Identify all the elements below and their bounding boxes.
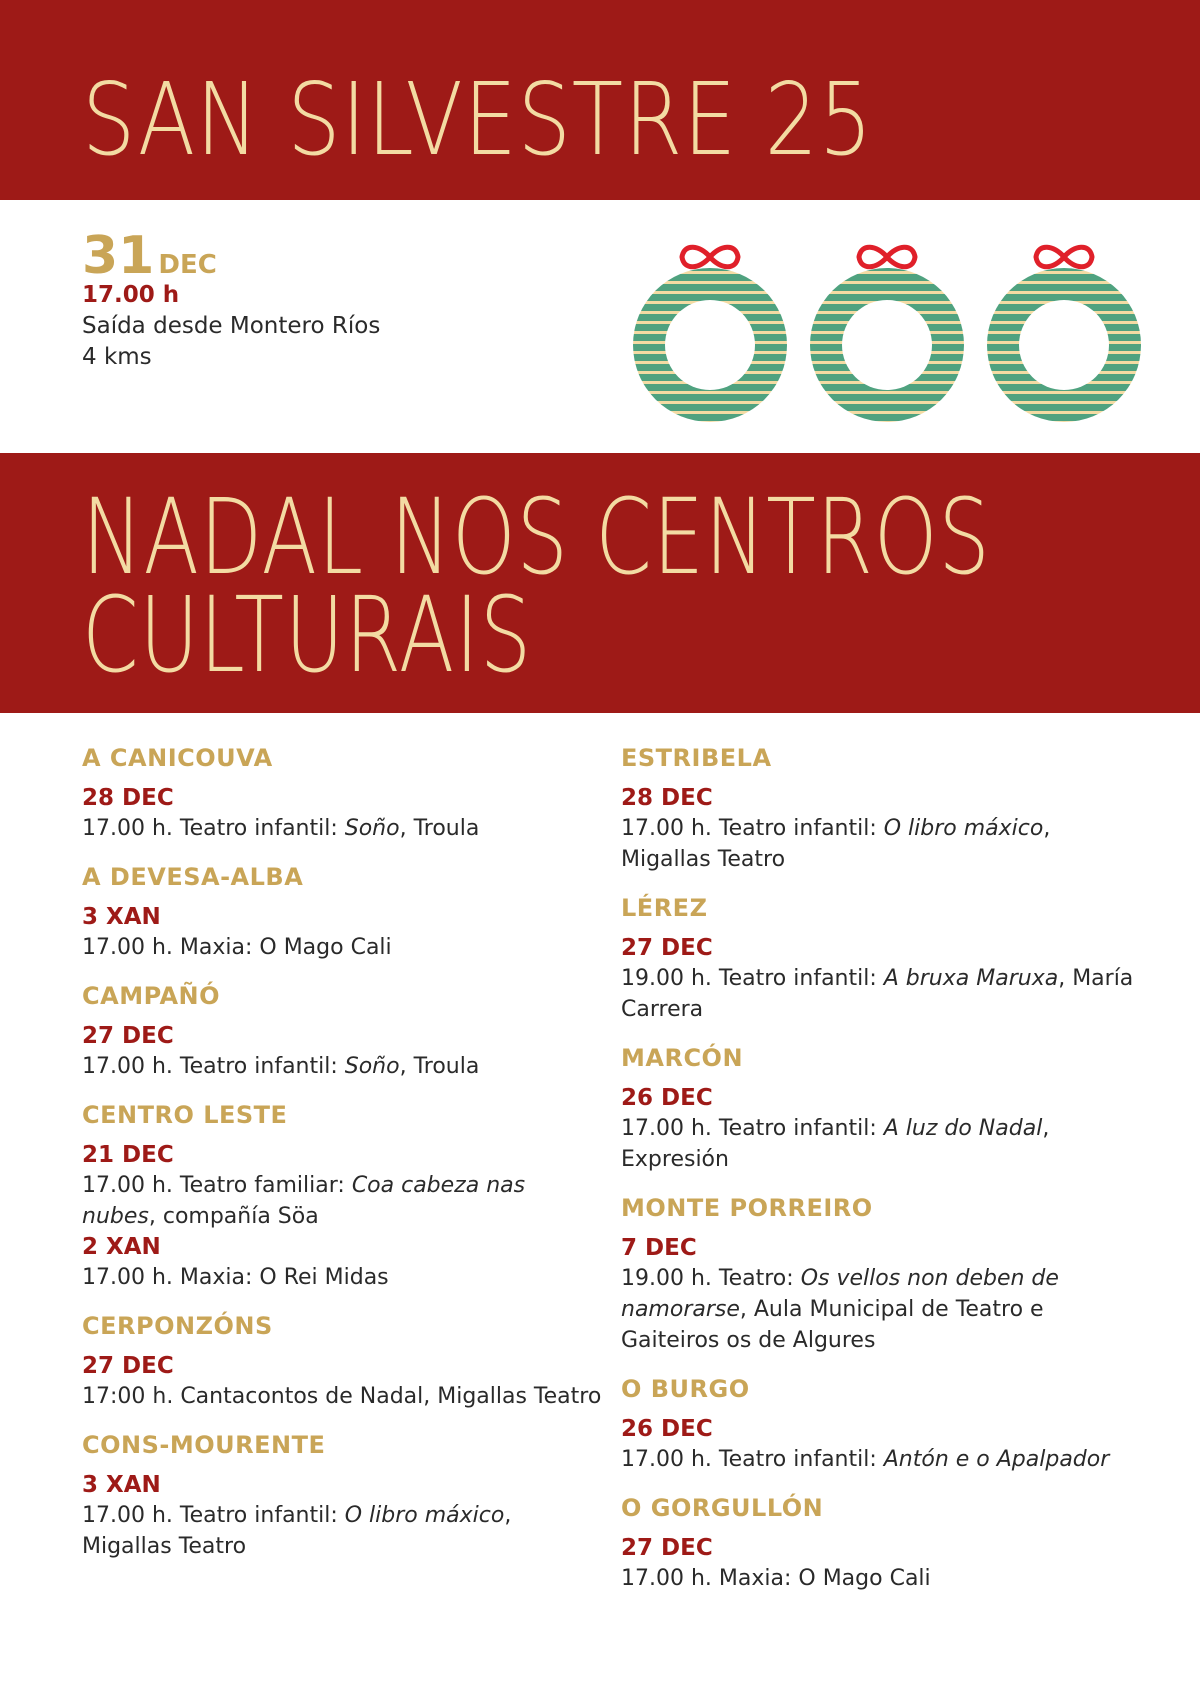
center-block [621, 893, 1141, 1025]
event-text: 17:00 h. Cantacontos de Nadal, Migallas Teatro [82, 1384, 602, 1409]
event-text: 17.00 h. Maxia: O Mago Cali [82, 935, 392, 960]
center-block [82, 1100, 602, 1293]
event-text: , compañía Söa [148, 1204, 319, 1229]
event-title: Soño [344, 1054, 400, 1079]
section-title-line2: CULTURAIS [82, 574, 532, 696]
center-name: LÉREZ [621, 894, 708, 922]
race-start: Saída desde Montero Ríos [82, 313, 381, 339]
event-date: 26 DEC [621, 1416, 713, 1442]
event-text: 17.00 h. Teatro infantil: [82, 1054, 345, 1079]
event-description [82, 813, 602, 844]
event-text: , Troula [399, 816, 480, 841]
event-description [82, 1381, 602, 1412]
center-name: ESTRIBELA [621, 744, 772, 772]
event-date: 21 DEC [82, 1142, 174, 1168]
section-title [82, 476, 991, 696]
event-item [82, 1021, 602, 1082]
center-block [621, 1193, 1141, 1356]
center-block [82, 743, 602, 844]
event-text: , Troula [399, 1054, 480, 1079]
center-name: CERPONZÓNS [82, 1312, 273, 1340]
event-text: 17.00 h. Teatro infantil: [82, 1503, 345, 1528]
event-description [82, 1500, 602, 1562]
event-description [621, 1563, 1141, 1594]
event-date: 2 XAN [82, 1234, 161, 1260]
event-description [82, 1170, 602, 1232]
left-column [82, 743, 602, 1580]
right-column [621, 743, 1141, 1612]
center-block [82, 981, 602, 1082]
event-date: 28 DEC [82, 785, 174, 811]
center-block [621, 743, 1141, 875]
event-description [621, 813, 1141, 875]
center-name: A CANICOUVA [82, 744, 273, 772]
event-text: , Expresión [621, 1116, 1050, 1172]
page-title: SAN SILVESTRE 25 [82, 61, 874, 178]
event-description [621, 963, 1141, 1025]
center-name: A DEVESA-ALBA [82, 863, 304, 891]
center-name: CONS-MOURENTE [82, 1431, 326, 1459]
event-item [621, 783, 1141, 875]
event-date: 26 DEC [621, 1085, 713, 1111]
race-month: DEC [158, 250, 217, 280]
center-block [82, 862, 602, 963]
event-item [82, 1470, 602, 1562]
center-block [621, 1374, 1141, 1475]
event-text: 17.00 h. Teatro infantil: [82, 816, 345, 841]
event-title: A bruxa Maruxa [883, 966, 1059, 991]
event-date: 27 DEC [82, 1353, 174, 1379]
event-title: O libro máxico [344, 1503, 505, 1528]
event-text: , María Carrera [621, 966, 1134, 1022]
event-text: 17.00 h. Teatro infantil: [621, 1447, 884, 1472]
event-text: , Aula Municipal de Teatro e Gaiteiros os de Algures [621, 1297, 1044, 1353]
center-name: MARCÓN [621, 1044, 744, 1072]
event-text: 17.00 h. Maxia: O Rei Midas [82, 1265, 389, 1290]
center-block [82, 1430, 602, 1562]
center-block [621, 1043, 1141, 1175]
event-date: 28 DEC [621, 785, 713, 811]
event-description [82, 932, 602, 963]
event-title: Antón e o Apalpador [883, 1447, 1110, 1472]
event-description [621, 1263, 1141, 1356]
event-text: 19.00 h. Teatro: [621, 1266, 801, 1291]
center-name: O BURGO [621, 1375, 750, 1403]
event-title: Soño [344, 816, 400, 841]
event-item [621, 1414, 1141, 1475]
event-description [82, 1262, 602, 1293]
event-text: 17.00 h. Teatro infantil: [621, 1116, 884, 1141]
race-date [82, 226, 217, 286]
event-text: 17.00 h. Teatro familiar: [82, 1173, 352, 1198]
event-item [82, 902, 602, 963]
event-text: 17.00 h. Teatro infantil: [621, 816, 884, 841]
event-item [82, 1140, 602, 1232]
center-block [82, 1311, 602, 1412]
event-text: 17.00 h. Maxia: O Mago Cali [621, 1566, 931, 1591]
event-description [621, 1444, 1141, 1475]
wreaths-illustration [620, 225, 1160, 435]
center-block [621, 1493, 1141, 1594]
race-time: 17.00 h [82, 282, 180, 308]
event-item [621, 1233, 1141, 1356]
event-date: 7 DEC [621, 1235, 697, 1261]
event-text: 19.00 h. Teatro infantil: [621, 966, 884, 991]
section-title-line1: NADAL NOS CENTROS [82, 476, 991, 598]
event-title: Os vellos non deben de namorarse [621, 1266, 1059, 1322]
event-title: A luz do Nadal [883, 1116, 1043, 1141]
event-title: Coa cabeza nas nubes [82, 1173, 526, 1229]
race-day: 31 [82, 226, 155, 286]
event-date: 27 DEC [82, 1023, 174, 1049]
event-date: 27 DEC [621, 1535, 713, 1561]
event-title: O libro máxico [883, 816, 1044, 841]
event-date: 3 XAN [82, 904, 161, 930]
event-description [82, 1051, 602, 1082]
event-date: 3 XAN [82, 1472, 161, 1498]
event-item [82, 1351, 602, 1412]
race-distance: 4 kms [82, 344, 152, 370]
center-name: O GORGULLÓN [621, 1494, 824, 1522]
event-text: , Migallas Teatro [621, 816, 1051, 872]
event-item [621, 1083, 1141, 1175]
event-item [82, 1232, 602, 1293]
event-item [621, 1533, 1141, 1594]
center-name: CAMPAÑÓ [82, 982, 221, 1010]
center-name: MONTE PORREIRO [621, 1194, 873, 1222]
event-description [621, 1113, 1141, 1175]
event-item [621, 933, 1141, 1025]
center-name: CENTRO LESTE [82, 1101, 288, 1129]
event-item [82, 783, 602, 844]
event-date: 27 DEC [621, 935, 713, 961]
event-text: , Migallas Teatro [82, 1503, 512, 1559]
